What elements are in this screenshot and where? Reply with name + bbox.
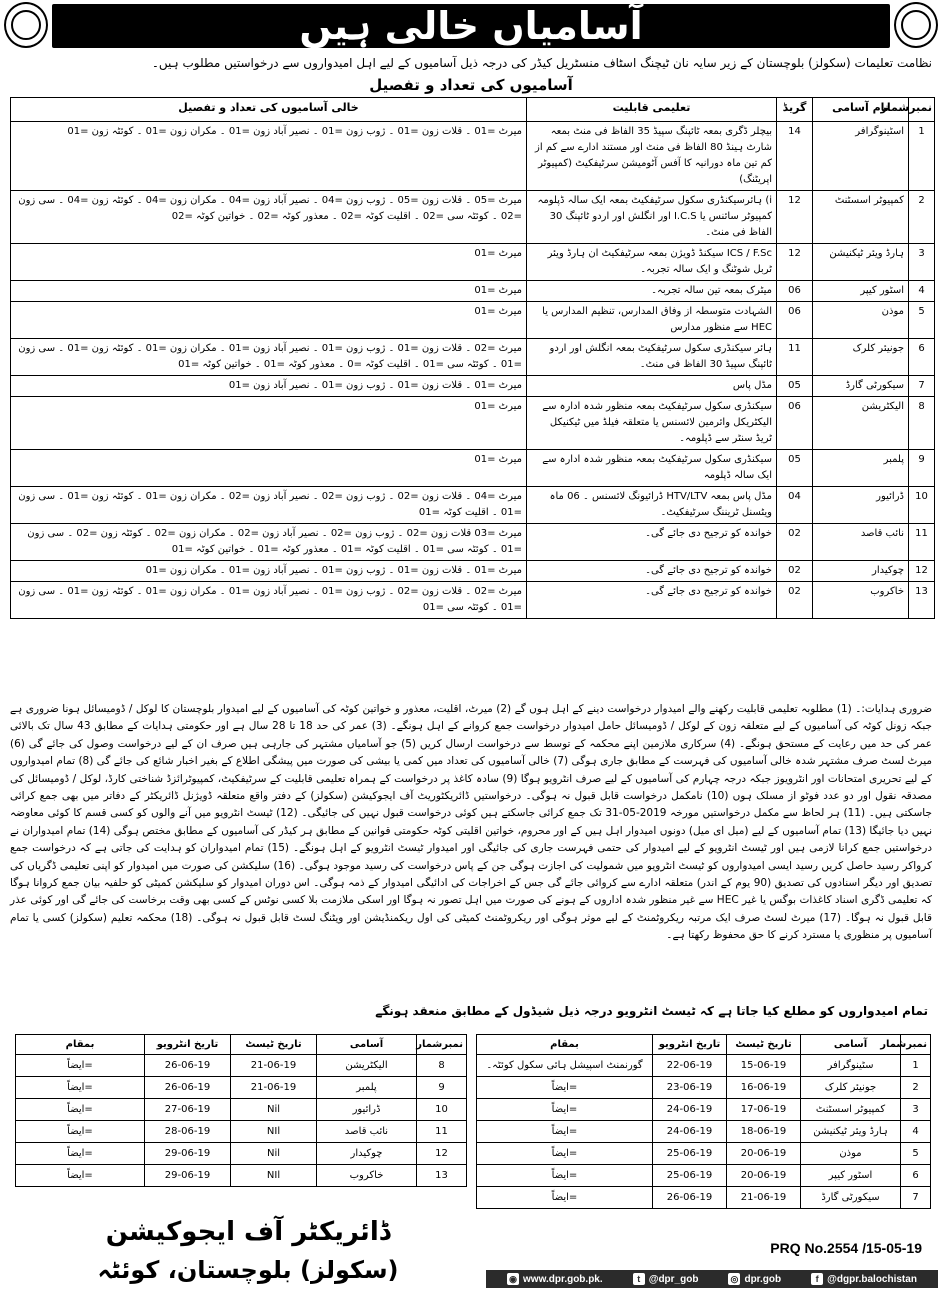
sched-col-interview: تاریخ انٹرویو — [653, 1035, 727, 1055]
sched-post: سٹینوگرافر — [801, 1055, 901, 1077]
post-name: سیکورٹی گارڈ — [813, 376, 909, 397]
sched-venue: =ایضاً — [16, 1165, 145, 1187]
sched-venue: =ایضاً — [477, 1121, 653, 1143]
vacancy-table-header — [11, 98, 935, 122]
sched-post: الیکٹریشن — [317, 1055, 417, 1077]
sched-test-date: 20-06-19 — [727, 1165, 801, 1187]
schedule-row — [16, 1143, 467, 1165]
sched-col-no: نمبرشمار — [417, 1035, 467, 1055]
sched-venue: =ایضاً — [16, 1055, 145, 1077]
sched-no: 7 — [901, 1187, 931, 1209]
sched-venue: =ایضاً — [16, 1077, 145, 1099]
table-row — [11, 450, 935, 487]
qualification: خواندہ کو ترجیح دی جائے گی۔ — [527, 561, 777, 582]
vacancy-detail: میرٹ =02 ۔ قلات زون =02 ۔ ژوب زون =01 ۔ نصیر آباد زون =01 ۔ مکران زون =01 ۔ کوئٹہ زون =01 ۔ سی زون =01 ۔ کوئٹہ سی =01 — [11, 582, 527, 619]
schedule-row — [16, 1077, 467, 1099]
sched-interview-date: 25-06-19 — [653, 1165, 727, 1187]
sched-col-venue: بمقام — [477, 1035, 653, 1055]
footer-website[interactable] — [507, 1273, 603, 1285]
sched-post: چوکیدار — [317, 1143, 417, 1165]
sched-no: 9 — [417, 1077, 467, 1099]
qualification: سیکنڈری سکول سرٹیفکیٹ بمعہ منظور شدہ ادارہ سے ایک سالہ ڈپلومہ — [527, 450, 777, 487]
table-row — [11, 561, 935, 582]
post-name: ہارڈ ویئر ٹیکنیشن — [813, 244, 909, 281]
table-row — [11, 582, 935, 619]
schedule-table-right — [476, 1034, 931, 1209]
schedule-table-left — [15, 1034, 467, 1187]
website-text: www.dpr.gob.pk. — [523, 1273, 603, 1285]
instagram-icon: ◎ — [728, 1273, 740, 1285]
sched-test-date: NIl — [231, 1121, 317, 1143]
row-number: 9 — [909, 450, 935, 487]
sched-interview-date: 23-06-19 — [653, 1077, 727, 1099]
row-number: 5 — [909, 302, 935, 339]
title-bar — [52, 4, 890, 48]
row-number: 6 — [909, 339, 935, 376]
col-header-vacancies: خالی آسامیوں کی تعداد و تفصیل — [11, 98, 527, 122]
sched-venue: =ایضاً — [477, 1165, 653, 1187]
sched-venue: =ایضاً — [16, 1099, 145, 1121]
row-number: 3 — [909, 244, 935, 281]
schedule-header — [16, 1035, 467, 1055]
grade: 05 — [777, 376, 813, 397]
qualification: الشہادت متوسطہ از وفاق المدارس، تنظیم المدارس یا HEC سے منظور مدارس — [527, 302, 777, 339]
sched-post: کمپیوٹر اسسٹنٹ — [801, 1099, 901, 1121]
vacancy-detail: میرٹ =01 — [11, 397, 527, 450]
sched-venue: =ایضاً — [477, 1143, 653, 1165]
sched-no: 5 — [901, 1143, 931, 1165]
sched-test-date: 15-06-19 — [727, 1055, 801, 1077]
sched-interview-date: 24-06-19 — [653, 1099, 727, 1121]
sched-post: خاکروب — [317, 1165, 417, 1187]
grade: 14 — [777, 122, 813, 191]
sched-post: سیکورٹی گارڈ — [801, 1187, 901, 1209]
table-row — [11, 244, 935, 281]
sched-venue: =ایضاً — [477, 1187, 653, 1209]
row-number: 4 — [909, 281, 935, 302]
instagram-text: dpr.gob — [744, 1273, 782, 1285]
sched-post: اسٹور کیپر — [801, 1165, 901, 1187]
sched-no: 4 — [901, 1121, 931, 1143]
row-number: 1 — [909, 122, 935, 191]
grade: 06 — [777, 302, 813, 339]
sched-no: 12 — [417, 1143, 467, 1165]
qualification: سیکنڈری سکول سرٹیفکیٹ بمعہ منظور شدہ ادارہ سے الیکٹریکل وائرمین لائسنس یا متعلقہ فیلڈ میں ٹیکنیکل ٹریڈ سنٹر سے ڈپلومہ۔ — [527, 397, 777, 450]
schedule-header — [477, 1035, 931, 1055]
sched-venue: =ایضاً — [477, 1099, 653, 1121]
schedule-row — [477, 1165, 931, 1187]
vacancy-detail: میرٹ =01 — [11, 450, 527, 487]
sched-test-date: 17-06-19 — [727, 1099, 801, 1121]
table-row — [11, 339, 935, 376]
vacancy-detail: میرٹ =01 ۔ قلات زون =01 ۔ ژوب زون =01 ۔ نصیر آباد زون =01 ۔ مکران زون =01 ۔ کوئٹہ زون =01 — [11, 122, 527, 191]
schedule-row — [477, 1187, 931, 1209]
emblem-logo-right — [894, 2, 938, 48]
grade: 05 — [777, 450, 813, 487]
grade: 06 — [777, 281, 813, 302]
schedule-row — [16, 1099, 467, 1121]
sched-interview-date: 29-06-19 — [145, 1165, 231, 1187]
sched-venue: گورنمنٹ اسپیشل ہائی سکول کوئٹہ۔ — [477, 1055, 653, 1077]
post-name: جونیئر کلرک — [813, 339, 909, 376]
row-number: 10 — [909, 487, 935, 524]
post-name: الیکٹریشن — [813, 397, 909, 450]
sched-no: 11 — [417, 1121, 467, 1143]
sched-no: 2 — [901, 1077, 931, 1099]
sched-interview-date: 26-06-19 — [145, 1055, 231, 1077]
row-number: 8 — [909, 397, 935, 450]
twitter-text: @dpr_gob — [648, 1273, 699, 1285]
row-number: 12 — [909, 561, 935, 582]
footer-social-bar — [486, 1270, 938, 1288]
sched-interview-date: 26-06-19 — [653, 1187, 727, 1209]
table-row — [11, 376, 935, 397]
schedule-row — [477, 1143, 931, 1165]
qualification: خواندہ کو ترجیح دی جائے گی۔ — [527, 582, 777, 619]
qualification: ICS / F.Sc سیکنڈ ڈویژن بمعہ سرٹیفکیٹ ان ہارڈ ویئر ٹربل شوٹنگ و ایک سالہ تجربہ۔ — [527, 244, 777, 281]
row-number: 7 — [909, 376, 935, 397]
sched-interview-date: 29-06-19 — [145, 1143, 231, 1165]
sched-post: جونیئر کلرک — [801, 1077, 901, 1099]
schedule-row — [16, 1165, 467, 1187]
post-name: اسٹور کیپر — [813, 281, 909, 302]
col-header-post: نام آسامی — [813, 98, 909, 122]
sched-test-date: 18-06-19 — [727, 1121, 801, 1143]
vacancy-detail: میرٹ =01 ۔ قلات زون =01 ۔ ژوب زون =01 ۔ نصیر آباد زون =01 — [11, 376, 527, 397]
post-name: ڈرائیور — [813, 487, 909, 524]
table-row — [11, 281, 935, 302]
sched-no: 3 — [901, 1099, 931, 1121]
vacancy-detail: میرٹ =05 ۔ قلات زون =05 ۔ ژوب زون =04 ۔ نصیر آباد زون =04 ۔ مکران زون =04 ۔ کوئٹہ زون =04 ۔ سی زون =02 ۔ کوئٹہ سی =02 ۔ اقلیت کوٹہ =02 ۔ معذور کوٹہ =02 ۔ خواتین کوٹہ =02 — [11, 191, 527, 244]
twitter-icon: t — [633, 1273, 645, 1285]
sched-test-date: Nil — [231, 1143, 317, 1165]
sched-test-date: 21-06-19 — [727, 1187, 801, 1209]
grade: 06 — [777, 397, 813, 450]
sched-interview-date: 24-06-19 — [653, 1121, 727, 1143]
table-row — [11, 122, 935, 191]
post-name: نائب قاصد — [813, 524, 909, 561]
sched-no: 10 — [417, 1099, 467, 1121]
vacancy-detail: میرٹ =01 — [11, 244, 527, 281]
sched-venue: =ایضاً — [477, 1077, 653, 1099]
sched-post: پلمبر — [317, 1077, 417, 1099]
facebook-icon: f — [811, 1273, 823, 1285]
grade: 11 — [777, 339, 813, 376]
sched-col-interview: تاریخ انٹرویو — [145, 1035, 231, 1055]
col-header-no: نمبرشمار — [909, 98, 935, 122]
schedule-row — [477, 1099, 931, 1121]
schedule-row — [477, 1077, 931, 1099]
sched-test-date: 21-06-19 — [231, 1077, 317, 1099]
sched-col-no: نمبرشمار — [901, 1035, 931, 1055]
sched-venue: =ایضاً — [16, 1121, 145, 1143]
intro-text: نظامت تعلیمات (سکولز) بلوچستان کے زیر سایہ نان ٹیچنگ اسٹاف منسٹریل کیڈر کی درجہ ذیل آسامیوں کے لیے اہل امیدواروں سے درخواستیں مطلوب ہیں۔ — [151, 56, 932, 70]
signature-location: (سکولز) بلوچستان، کوئٹہ — [97, 1256, 399, 1284]
post-name: پلمبر — [813, 450, 909, 487]
post-name: اسٹینوگرافر — [813, 122, 909, 191]
sched-col-post: آسامی — [317, 1035, 417, 1055]
qualification: مڈل پاس — [527, 376, 777, 397]
sched-interview-date: 26-06-19 — [145, 1077, 231, 1099]
sched-col-test: تاریخ ٹیسٹ — [727, 1035, 801, 1055]
post-name: خاکروب — [813, 582, 909, 619]
qualification: i) ہائرسیکنڈری سکول سرٹیفکیٹ بمعہ ایک سالہ ڈپلومہ کمپیوٹر سائنس یا I.C.S اور انگلش اور اردو ٹائپنگ 30 الفاظ فی منٹ۔ — [527, 191, 777, 244]
sched-no: 1 — [901, 1055, 931, 1077]
col-header-grade: گریڈ — [777, 98, 813, 122]
sched-test-date: NIl — [231, 1165, 317, 1187]
schedule-note: تمام امیدواروں کو مطلع کیا جاتا ہے کہ ٹیسٹ انٹرویو درجہ ذیل شیڈول کے مطابق منعقد ہونگے — [375, 1004, 928, 1018]
grade: 02 — [777, 582, 813, 619]
qualification: خواندہ کو ترجیح دی جائے گی۔ — [527, 524, 777, 561]
globe-icon: ◉ — [507, 1273, 519, 1285]
grade: 12 — [777, 191, 813, 244]
post-name: چوکیدار — [813, 561, 909, 582]
signature-block — [48, 1216, 448, 1286]
vacancy-table — [10, 97, 935, 619]
signature-title: ڈائریکٹر آف ایجوکیشن — [105, 1217, 391, 1247]
header-banner — [4, 2, 938, 50]
table-row — [11, 397, 935, 450]
schedule-row — [477, 1055, 931, 1077]
sched-post: ہارڈ ویئر ٹیکنیشن — [801, 1121, 901, 1143]
grade: 12 — [777, 244, 813, 281]
sched-post: نائب قاصد — [317, 1121, 417, 1143]
section-title: آسامیوں کی تعداد و تفصیل — [369, 76, 573, 94]
qualification: مڈل پاس بمعہ HTV/LTV ڈرائیونگ لائسنس ۔ 06 ماہ ویٹسنل ٹریننگ سرٹیفکیٹ۔ — [527, 487, 777, 524]
sched-no: 8 — [417, 1055, 467, 1077]
row-number: 13 — [909, 582, 935, 619]
table-row — [11, 191, 935, 244]
qualification: ہائر سیکنڈری سکول سرٹیفکیٹ بمعہ انگلش اور اردو ٹائپنگ سپیڈ 30 الفاظ فی منٹ۔ — [527, 339, 777, 376]
row-number: 2 — [909, 191, 935, 244]
sched-interview-date: 27-06-19 — [145, 1099, 231, 1121]
post-name: کمپیوٹر اسسٹنٹ — [813, 191, 909, 244]
grade: 02 — [777, 524, 813, 561]
page-title: آسامیاں خالی ہیں — [299, 4, 643, 48]
facebook-text: @dgpr.balochistan — [827, 1273, 917, 1285]
prq-number: PRQ No.2554 /15-05-19 — [770, 1240, 922, 1256]
emblem-logo-left — [4, 2, 48, 48]
table-row — [11, 524, 935, 561]
sched-test-date: 16-06-19 — [727, 1077, 801, 1099]
vacancy-detail: میرٹ =02 ۔ قلات زون =01 ۔ ژوب زون =01 ۔ نصیر آباد زون =01 ۔ مکران زون =01 ۔ کوئٹہ زون =01 ۔ سی زون =01 ۔ کوئٹہ سی =01 ۔ اقلیت کوٹہ =0 ۔ معذور کوٹہ =01 ۔ خواتین کوٹہ =01 — [11, 339, 527, 376]
schedule-row — [477, 1121, 931, 1143]
col-header-qualification: تعلیمی قابلیت — [527, 98, 777, 122]
sched-col-post: آسامی — [801, 1035, 901, 1055]
table-row — [11, 302, 935, 339]
post-name: موذن — [813, 302, 909, 339]
vacancy-detail: میرٹ =01 — [11, 302, 527, 339]
table-row — [11, 487, 935, 524]
sched-post: موذن — [801, 1143, 901, 1165]
sched-test-date: 20-06-19 — [727, 1143, 801, 1165]
vacancy-detail: میرٹ =01 — [11, 281, 527, 302]
sched-interview-date: 25-06-19 — [653, 1143, 727, 1165]
sched-test-date: 21-06-19 — [231, 1055, 317, 1077]
instructions-text: ضروری ہدایات:۔ (1) مطلوبہ تعلیمی قابلیت رکھنے والے امیدوار درخواست دینے کے اہل ہوں گے (2) میرٹ، اقلیت، معذور و خواتین کوٹہ کی آسامیوں کے لیے امیدوار بلوچستان کا لوکل / ڈومیسائل ہونا ضروری ہے جبکہ زونل کوٹہ کی آسامیوں کے لیے متعلقہ زون کے لوکل / ڈومیسائل حامل امیدوار درخواست جمع کروانے کے اہل ہونگے۔ (3) عمر کی حد 18 تا 28 سال ہے اور حکومتی ہدایات کے مطابق 43 سال تک بالائی عمر کی حد میں رعایت کے مستحق ہونگے۔ (4) سرکاری ملازمین اپنے محکمہ کے توسط سے درخواست ارسال کریں (5) جو آسامیاں مشتہر کی جارہی ہیں صرف ان کے لیے درخواست وصول کی جائے گی (6) میرٹ لسٹ صرف مشتہر شدہ خالی آسامیوں کی فہرست کے مطابق جاری ہوگی (7) خالی آسامیوں کی تعداد میں کمی یا بیشی کی صورت میں پیشگی اطلاع کے بغیر اخبار شائع کی جائے گی (8) تمام امیدواروں کے لیے تحریری امتحانات اور انٹرویوز جبکہ درجہ چہارم کی آسامیوں کے لیے صرف انٹرویو ہوگا (9) سادہ کاغذ پر درخواست کے ہمراہ تعلیمی قابلیت کے سرٹیفکیٹ، کمپیوٹرائزڈ شناختی کارڈ، لوکل / ڈومیسائل کی مصدقہ نقول اور دو عدد فوٹو از مسلک ہوں (10) نامکمل درخواست قابل قبول نہ ہوگی۔ درخواستیں ڈائریکٹوریٹ آف ایجوکیشن (سکولز) کے دفتر واقع متعلقہ ڈویژنل ڈائریکٹر کے دفاتر میں بھی جمع کرائی جاسکتی ہیں۔ (11) ہر لحاظ سے مکمل درخواستیں مورخہ 2019-05-31 تک جمع کرائی جاسکتے ہیں کوئی درخواست قبول نہیں کی جائیگی۔ (12) ٹیسٹ انٹرویو میں آنے والوں کو کسی قسم کا کوئی معاوضہ نہیں دیا جائیگا (13) تمام آسامیوں کے لیے (میل ای میل) دونوں امیدوار اہل ہیں کے اور محروم، خواتین اقلیتی کوٹہ حکومتی قوانین کے مطابق ہر کیڈر کی آسامیوں کے مطابق مختص ہوگی (14) تمام امیدواران نے درخواستیں جمع کرانا لازمی ہیں اور ٹیسٹ انٹرویو کے لیے امیدوار کی حتمی فہرست جاری کی جائیگی اور امیدوار ٹیسٹ انٹرویو کے اہل ہونگے۔ (15) تمام امیدواران کو ہدایت کی جاتی ہے کہ درخواست جمع کرواکر رسید حاصل کریں رسید ایسی امیدواروں کو ٹیسٹ انٹرویو میں شمولیت کی اجازت ہوگی جن کے پاس درخواست کی رسید موجود ہوگی۔ (16) سلیکشن کی صورت میں امیدوار کو اپنی تعلیمی ڈگریاں کی تصدیق اور دیگر اسنادوں کی تصدیق (90 یوم کے اندر) متعلقہ ادارے سے کروائی جائے گی جس کے اخراجات کی ادائیگی امیدوار کے ذمہ ہوگی۔ اس دوران امیدوار کو سلیکشن کمیٹی کو حلفیہ بیان جمع کروانا ہوگا کہ تعلیمی ڈگری اسناد کاغذات بوگس یا غیر HEC سے غیر منظور شدہ اداروں کے ہونے کی صورت میں اہل تصور نہ ہوگا اور اسکی ملازمت بلا کسی نوٹس کے کسی بھی وقت برخاست کی جائے گی اور کوئی عذر قابل قبول نہ ہوگا۔ (17) میرٹ لسٹ صرف ایک مرتبہ ریکروٹمنٹ کے لیے موثر ہوگی اور ریکروٹمنٹ کمیٹی کی اول ریکمنڈیشن اور ویٹنگ لسٹ قابل قبول نہ ہوگی۔ (18) محکمہ تعلیم (سکولز) کسی یا تمام آسامیوں پر منظوری یا مسترد کرنے کا حق محفوظ رکھتا ہے۔ — [10, 703, 932, 942]
vacancy-detail: میرٹ =03 قلات زون =02 ۔ ژوب زون =02 ۔ نصیر آباد زون =02 ۔ مکران زون =02 ۔ کوئٹہ زون =02 ۔ سی زون =01 ۔ کوئٹہ سی =01 ۔ اقلیت کوٹہ =01 ۔ معذور کوٹہ =01 ۔ خواتین کوٹہ =01 — [11, 524, 527, 561]
sched-col-venue: بمقام — [16, 1035, 145, 1055]
schedule-row — [16, 1055, 467, 1077]
schedule-row — [16, 1121, 467, 1143]
sched-venue: =ایضاً — [16, 1143, 145, 1165]
qualification: بیچلر ڈگری بمعہ ٹائپنگ سپیڈ 35 الفاظ فی منٹ بمعہ شارٹ ہینڈ 80 الفاظ فی منٹ اور مستند ادارے سے کم از کم تین ماہ دورانیہ کا آفس آٹومیشن سرٹیفکیٹ (کمپیوٹر اپریٹنگ) — [527, 122, 777, 191]
sched-no: 6 — [901, 1165, 931, 1187]
vacancy-detail: میرٹ =01 ۔ قلات زون =01 ۔ ژوب زون =01 ۔ نصیر آباد زون =01 ۔ مکران زون =01 — [11, 561, 527, 582]
qualification: میٹرک بمعہ تین سالہ تجربہ۔ — [527, 281, 777, 302]
footer-instagram[interactable] — [728, 1273, 781, 1285]
footer-twitter[interactable] — [633, 1273, 699, 1285]
sched-interview-date: 28-06-19 — [145, 1121, 231, 1143]
sched-interview-date: 22-06-19 — [653, 1055, 727, 1077]
grade: 02 — [777, 561, 813, 582]
sched-post: ڈرائیور — [317, 1099, 417, 1121]
sched-col-test: تاریخ ٹیسٹ — [231, 1035, 317, 1055]
sched-no: 13 — [417, 1165, 467, 1187]
row-number: 11 — [909, 524, 935, 561]
vacancy-detail: میرٹ =04 ۔ قلات زون =02 ۔ ژوب زون =02 ۔ نصیر آباد زون =02 ۔ مکران زون =01 ۔ کوئٹہ زون =01 ۔ سی زون =01 ۔ اقلیت کوٹہ =01 — [11, 487, 527, 524]
grade: 04 — [777, 487, 813, 524]
footer-facebook[interactable] — [811, 1273, 917, 1285]
sched-test-date: Nil — [231, 1099, 317, 1121]
